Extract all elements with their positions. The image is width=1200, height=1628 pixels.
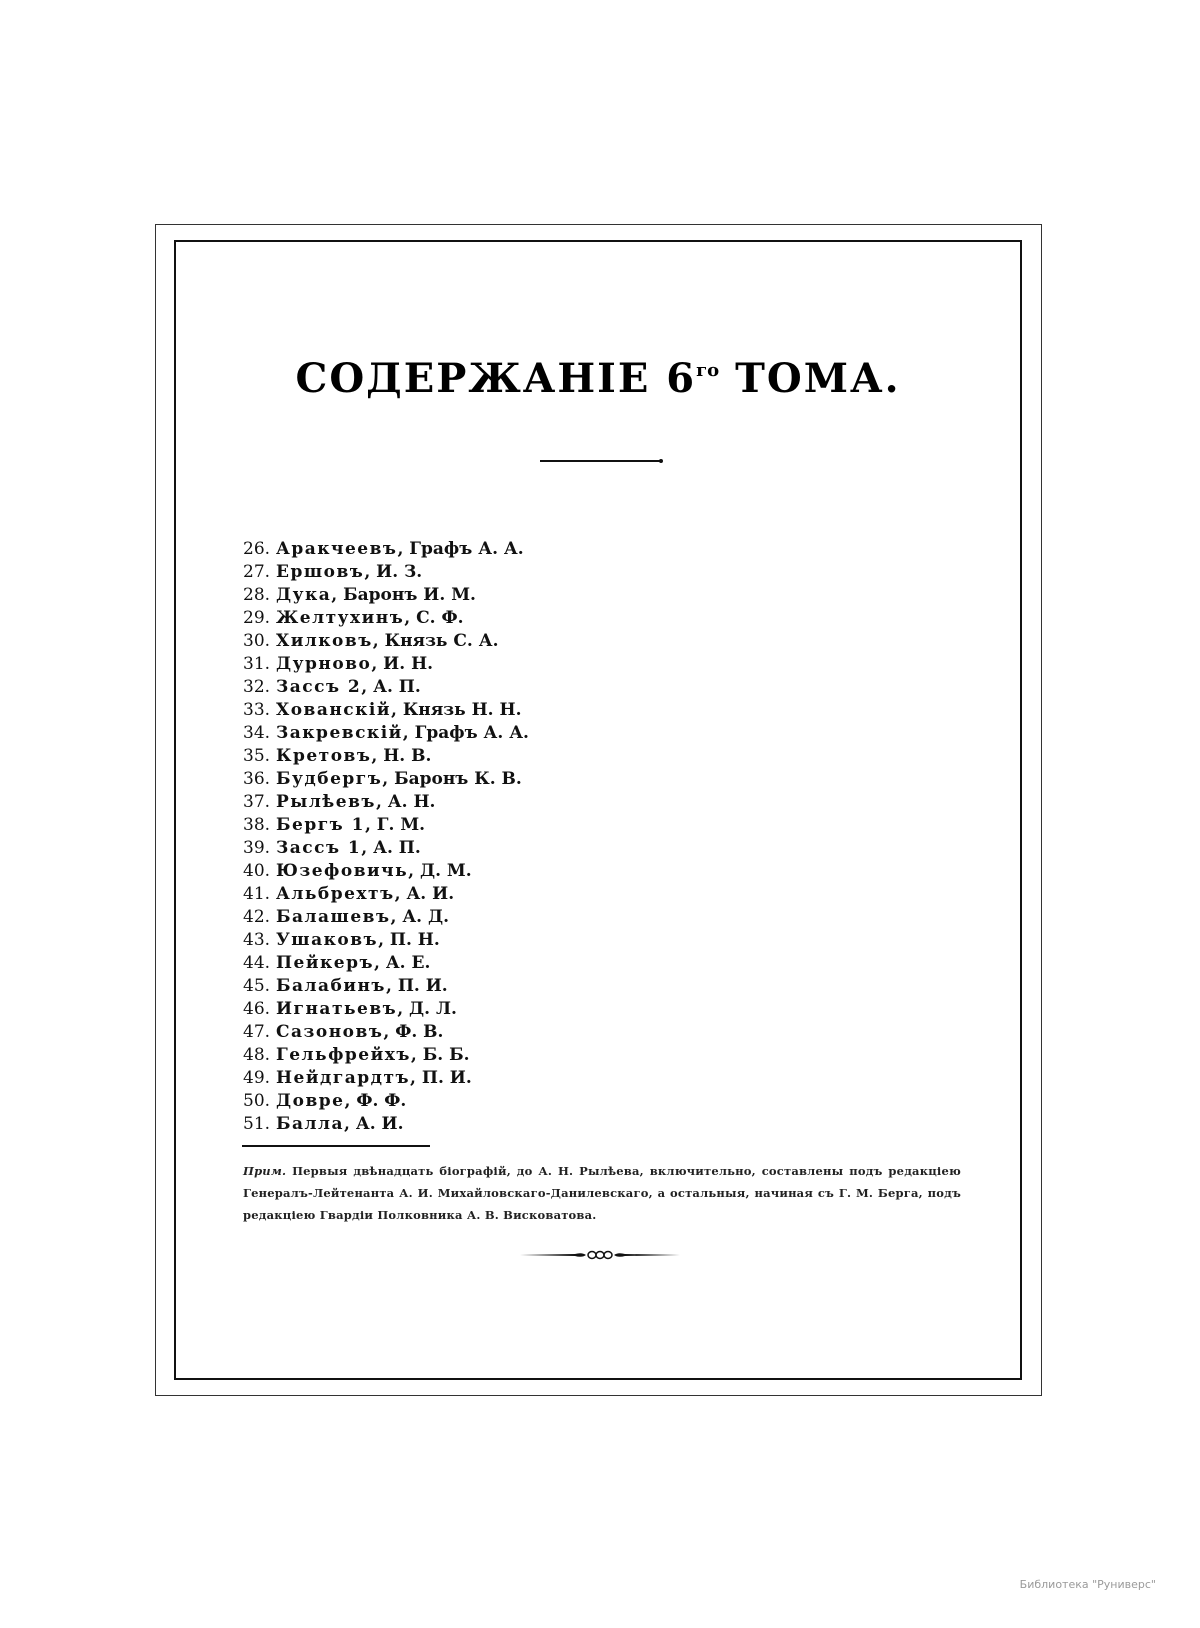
toc-entry — [243, 722, 529, 745]
toc-entry-details: , Ф. Ф. — [344, 1091, 407, 1111]
toc-entry-name: Довре — [276, 1091, 345, 1111]
toc-entry-name: Кретовъ — [276, 746, 372, 766]
toc-entry-name: Хилковъ — [276, 631, 373, 651]
toc-entry-number: 32. — [243, 677, 271, 697]
toc-entry-details: , П. Н. — [378, 930, 440, 950]
toc-entry-number: 41. — [243, 884, 271, 904]
toc-entry-name: Юзефовичь — [276, 861, 409, 881]
toc-entry-name: Дука — [276, 585, 332, 605]
toc-entry-number: 46. — [243, 999, 271, 1019]
toc-entry — [243, 1021, 529, 1044]
footnote — [243, 1160, 961, 1226]
toc-entry — [243, 630, 529, 653]
toc-entry — [243, 1044, 529, 1067]
toc-entry — [243, 561, 529, 584]
toc-entry-details: , Б. Б. — [410, 1045, 470, 1065]
toc-entry-details: , Баронъ И. М. — [331, 585, 476, 605]
toc-entry-name: Аракчеевъ — [276, 539, 398, 559]
toc-entry-number: 31. — [243, 654, 271, 674]
toc-entry — [243, 768, 529, 791]
toc-entry-details: , Д. М. — [408, 861, 472, 881]
toc-entry — [243, 952, 529, 975]
toc-entry — [243, 814, 529, 837]
toc-entry — [243, 883, 529, 906]
toc-entry-number: 49. — [243, 1068, 271, 1088]
toc-entry-details: , А. И. — [394, 884, 455, 904]
toc-entry-number: 27. — [243, 562, 271, 582]
page-title — [174, 355, 1022, 402]
toc-entry — [243, 1067, 529, 1090]
toc-entry-name: Будбергъ — [276, 769, 383, 789]
toc-entry-name: Закревскій — [276, 723, 403, 743]
toc-entry-number: 34. — [243, 723, 271, 743]
toc-entry-name: Рылѣевъ — [276, 792, 376, 812]
title-main: СОДЕРЖАНІЕ 6 — [295, 355, 697, 402]
toc-entry-name: Балашевъ — [276, 907, 391, 927]
toc-entry-name: Балла — [276, 1114, 345, 1134]
toc-entry-number: 33. — [243, 700, 271, 720]
toc-entry — [243, 607, 529, 630]
toc-entry-number: 47. — [243, 1022, 271, 1042]
toc-entry — [243, 676, 529, 699]
toc-entry-details: , И. Н. — [371, 654, 434, 674]
toc-entry-number: 35. — [243, 746, 271, 766]
toc-entry-details: , А. П. — [361, 838, 421, 858]
toc-entry-number: 26. — [243, 539, 271, 559]
toc-entry-details: , А. П. — [361, 677, 421, 697]
footnote-text: Первыя двѣнадцать біографій, до А. Н. Рылѣева, включительно, составлены подъ редакціею Генералъ-Лейтенанта А. И. Михайловскаго-Данилевскаго, а остальныя, начиная съ Г. М. Берга, подъ редакціею Гвардіи Полковника А. В. Висковатова. — [243, 1164, 961, 1222]
toc-entry-details: , Графъ А. А. — [397, 539, 524, 559]
toc-entry-details: , Н. В. — [371, 746, 432, 766]
toc-entry-name: Зассъ 2 — [276, 677, 362, 697]
toc-entry-details: , И. З. — [364, 562, 423, 582]
toc-entry-number: 42. — [243, 907, 271, 927]
toc-entry-name: Ершовъ — [276, 562, 365, 582]
toc-entry — [243, 998, 529, 1021]
toc-entry-details: , П. И. — [385, 976, 448, 996]
toc-entry-name: Альбрехтъ — [276, 884, 395, 904]
toc-entry-details: , П. И. — [410, 1068, 472, 1088]
toc-entry-name: Пейкеръ — [276, 953, 374, 973]
toc-entry-number: 50. — [243, 1091, 271, 1111]
toc-entry-details: , Князь Н. Н. — [391, 700, 522, 720]
title-end: ТОМА. — [719, 355, 901, 402]
toc-list — [243, 538, 529, 1136]
toc-entry-number: 38. — [243, 815, 271, 835]
toc-entry — [243, 860, 529, 883]
watermark-text: Библиотека "Руниверс" — [1019, 1578, 1156, 1591]
toc-entry-details: , Ф. В. — [383, 1022, 444, 1042]
toc-entry-details: , Баронъ К. В. — [382, 769, 522, 789]
toc-entry-number: 39. — [243, 838, 271, 858]
toc-entry-details: , А. Д. — [390, 907, 450, 927]
toc-entry-number: 43. — [243, 930, 271, 950]
toc-entry-details: , Графъ А. А. — [402, 723, 529, 743]
toc-entry-number: 37. — [243, 792, 271, 812]
toc-entry — [243, 699, 529, 722]
toc-entry-name: Балабинъ — [276, 976, 386, 996]
toc-entry-name: Игнатьевъ — [276, 999, 398, 1019]
toc-entry-number: 40. — [243, 861, 271, 881]
toc-entry — [243, 975, 529, 998]
toc-entry-number: 28. — [243, 585, 271, 605]
toc-entry-name: Сазоновъ — [276, 1022, 384, 1042]
title-superscript: го — [696, 360, 720, 381]
toc-entry-number: 48. — [243, 1045, 271, 1065]
toc-entry-number: 29. — [243, 608, 271, 628]
toc-entry — [243, 584, 529, 607]
toc-entry-details: , Д. Л. — [397, 999, 457, 1019]
toc-entry-name: Зассъ 1 — [276, 838, 362, 858]
toc-entry-details: , Князь С. А. — [372, 631, 499, 651]
toc-entry — [243, 1090, 529, 1113]
toc-entry — [243, 653, 529, 676]
toc-entry-details: , А. Е. — [374, 953, 431, 973]
toc-entry-details: , А. Н. — [375, 792, 436, 812]
toc-entry-number: 44. — [243, 953, 271, 973]
ornament-divider — [520, 1248, 680, 1262]
note-rule — [242, 1145, 430, 1147]
toc-entry-name: Дурново — [276, 654, 372, 674]
toc-entry-name: Бергъ 1 — [276, 815, 365, 835]
toc-entry-name: Нейдгардтъ — [276, 1068, 411, 1088]
toc-entry-name: Хованскій — [276, 700, 391, 720]
toc-entry — [243, 906, 529, 929]
toc-entry — [243, 837, 529, 860]
toc-entry-number: 36. — [243, 769, 271, 789]
toc-entry-number: 30. — [243, 631, 271, 651]
toc-entry — [243, 745, 529, 768]
toc-entry-number: 45. — [243, 976, 271, 996]
toc-entry — [243, 1113, 529, 1136]
footnote-lead: Прим. — [243, 1164, 287, 1178]
toc-entry-details: , А. И. — [344, 1114, 404, 1134]
toc-entry-details: , Г. М. — [364, 815, 426, 835]
toc-entry-name: Желтухинъ — [276, 608, 405, 628]
toc-entry-name: Ушаковъ — [276, 930, 379, 950]
toc-entry — [243, 791, 529, 814]
toc-entry — [243, 929, 529, 952]
title-rule — [540, 460, 660, 462]
toc-entry-name: Гельфрейхъ — [276, 1045, 411, 1065]
toc-entry-details: , С. Ф. — [404, 608, 464, 628]
toc-entry-number: 51. — [243, 1114, 271, 1134]
toc-entry — [243, 538, 529, 561]
